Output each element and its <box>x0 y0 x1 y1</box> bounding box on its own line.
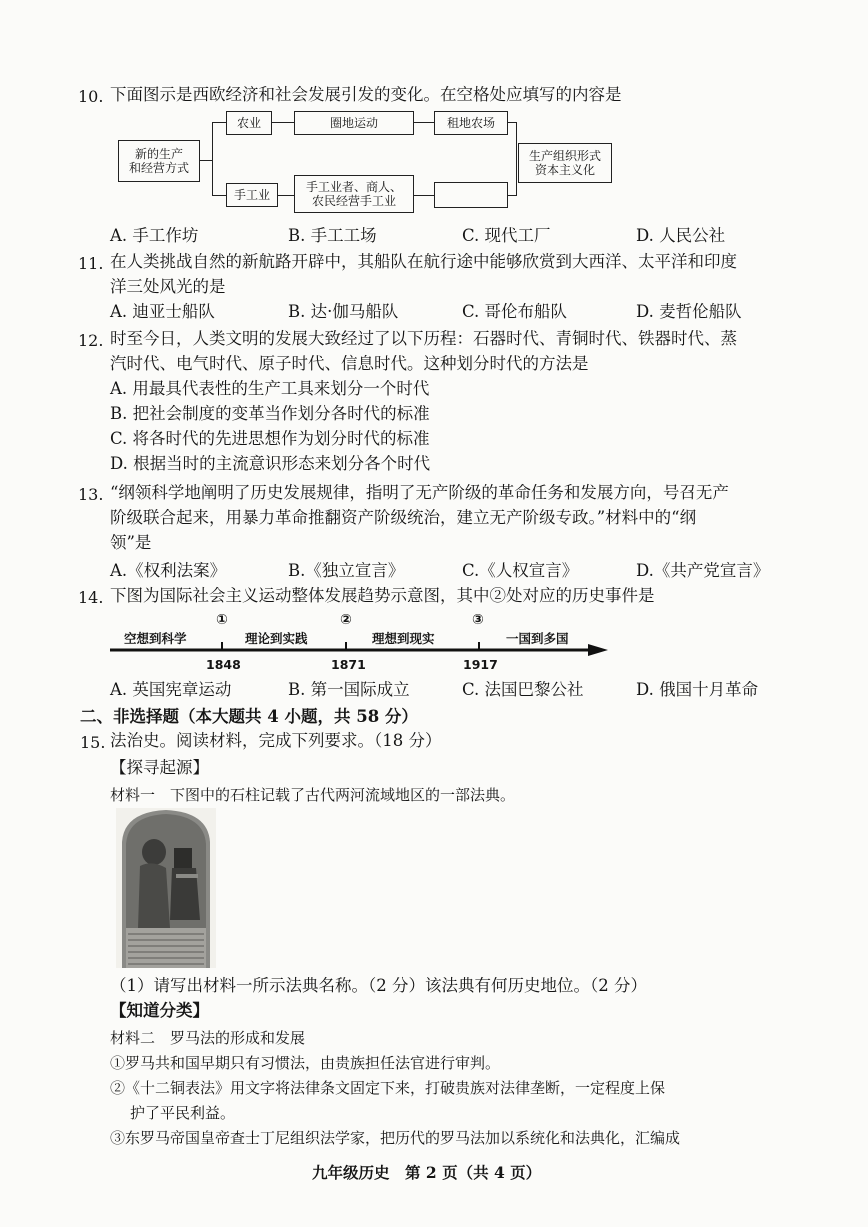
q12-option-a: A. 用最具代表性的生产工具来划分一个时代 <box>110 379 430 398</box>
q13-stem-line2: 阶级联合起来，用暴力革命推翻资产阶级统治，建立无产阶级专政。”材料中的“纲 <box>110 508 697 527</box>
q11-option-c: C. 哥伦布船队 <box>462 302 568 321</box>
q15-point3: ③东罗马帝国皇帝查士丁尼组织法学家，把历代的罗马法加以系统化和法典化，汇编成 <box>110 1129 681 1147</box>
section2-heading: 二、非选择题（本大题共 4 小题，共 58 分） <box>80 707 418 726</box>
q10-option-a: A. 手工作坊 <box>110 226 199 245</box>
q14-option-a: A. 英国宪章运动 <box>110 680 232 699</box>
q13-number: 13. <box>78 485 104 504</box>
q15-sub2-heading: 【知道分类】 <box>110 1001 209 1020</box>
q14-option-c: C. 法国巴黎公社 <box>462 680 584 699</box>
timeline-phase1: 空想到科学 <box>124 631 187 646</box>
diagram-actors-box: 手工业者、商人、 农民经营手工业 <box>294 175 414 213</box>
timeline-marker-1: ① <box>216 612 228 628</box>
timeline-marker-3: ③ <box>472 612 484 628</box>
q15-material1: 材料一 下图中的石柱记载了古代两河流域地区的一部法典。 <box>110 786 516 804</box>
page-footer: 九年级历史 第 2 页（共 4 页） <box>312 1163 542 1182</box>
q12-stem-line1: 时至今日，人类文明的发展大致经过了以下历程：石器时代、青铜时代、铁器时代、蒸 <box>110 329 737 348</box>
q13-stem-line3: 领”是 <box>110 533 152 552</box>
q15-sub1-heading: 【探寻起源】 <box>110 758 209 777</box>
q15-point1: ①罗马共和国早期只有习惯法，由贵族担任法官进行审判。 <box>110 1054 501 1072</box>
q14-option-b: B. 第一国际成立 <box>288 680 410 699</box>
diagram-right-box: 生产组织形式 资本主义化 <box>518 143 612 183</box>
q15-number: 15. <box>80 733 106 752</box>
timeline-marker-2: ② <box>340 612 352 628</box>
timeline-phase3: 理想到现实 <box>372 631 435 646</box>
q11-number: 11. <box>78 254 104 273</box>
diagram-handicraft-box: 手工业 <box>226 183 278 207</box>
q11-stem-line2: 洋三处风光的是 <box>110 277 226 296</box>
q10-stem: 下面图示是西欧经济和社会发展引发的变化。在空格处应填写的内容是 <box>110 85 622 104</box>
q12-number: 12. <box>78 331 104 350</box>
q15-stem: 法治史。阅读材料，完成下列要求。（18 分） <box>110 731 442 750</box>
q10-option-c: C. 现代工厂 <box>462 226 551 245</box>
q15-material2: 材料二 罗马法的形成和发展 <box>110 1029 306 1047</box>
q12-option-b: B. 把社会制度的变革当作划分各时代的标准 <box>110 404 430 423</box>
q13-option-a: A.《权利法案》 <box>110 561 227 580</box>
diagram-agri-box: 农业 <box>226 111 272 135</box>
timeline-phase2: 理论到实践 <box>245 631 308 646</box>
q11-option-b: B. 达·伽马船队 <box>288 302 399 321</box>
timeline-year-1871: 1871 <box>331 657 366 672</box>
q10-option-b: B. 手工工场 <box>288 226 377 245</box>
q13-option-b: B.《独立宣言》 <box>288 561 405 580</box>
q10-number: 10. <box>78 87 104 106</box>
q14-option-d: D. 俄国十月革命 <box>636 680 759 699</box>
diagram-blank-box <box>434 182 508 208</box>
timeline-arrow <box>110 642 610 658</box>
stele-image <box>116 808 216 968</box>
q13-option-d: D.《共产党宣言》 <box>636 561 770 580</box>
q13-option-c: C.《人权宣言》 <box>462 561 579 580</box>
q14-stem: 下图为国际社会主义运动整体发展趋势示意图，其中②处对应的历史事件是 <box>110 586 655 605</box>
q12-option-d: D. 根据当时的主流意识形态来划分各个时代 <box>110 454 431 473</box>
diagram-farm-box: 租地农场 <box>434 111 508 135</box>
diagram-left-box: 新的生产 和经营方式 <box>118 140 200 182</box>
q14-number: 14. <box>78 588 104 607</box>
q15-point2-line1: ②《十二铜表法》用文字将法律条文固定下来，打破贵族对法律垄断，一定程度上保 <box>110 1079 666 1097</box>
q15-question1: （1）请写出材料一所示法典名称。（2 分）该法典有何历史地位。（2 分） <box>110 976 647 995</box>
q11-option-a: A. 迪亚士船队 <box>110 302 215 321</box>
q13-stem-line1: “纲领科学地阐明了历史发展规律，指明了无产阶级的革命任务和发展方向，号召无产 <box>110 483 729 502</box>
q12-stem-line2: 汽时代、电气时代、原子时代、信息时代。这种划分时代的方法是 <box>110 354 589 373</box>
q12-option-c: C. 将各时代的先进思想作为划分时代的标准 <box>110 429 430 448</box>
diagram-enclosure-box: 圈地运动 <box>294 111 414 135</box>
timeline-year-1917: 1917 <box>463 657 498 672</box>
q10-option-d: D. 人民公社 <box>636 226 726 245</box>
timeline-year-1848: 1848 <box>206 657 241 672</box>
q11-option-d: D. 麦哲伦船队 <box>636 302 742 321</box>
q11-stem-line1: 在人类挑战自然的新航路开辟中，其船队在航行途中能够欣赏到大西洋、太平洋和印度 <box>110 252 737 271</box>
timeline-phase4: 一国到多国 <box>506 631 569 646</box>
q15-point2-line2: 护了平民利益。 <box>130 1104 236 1122</box>
